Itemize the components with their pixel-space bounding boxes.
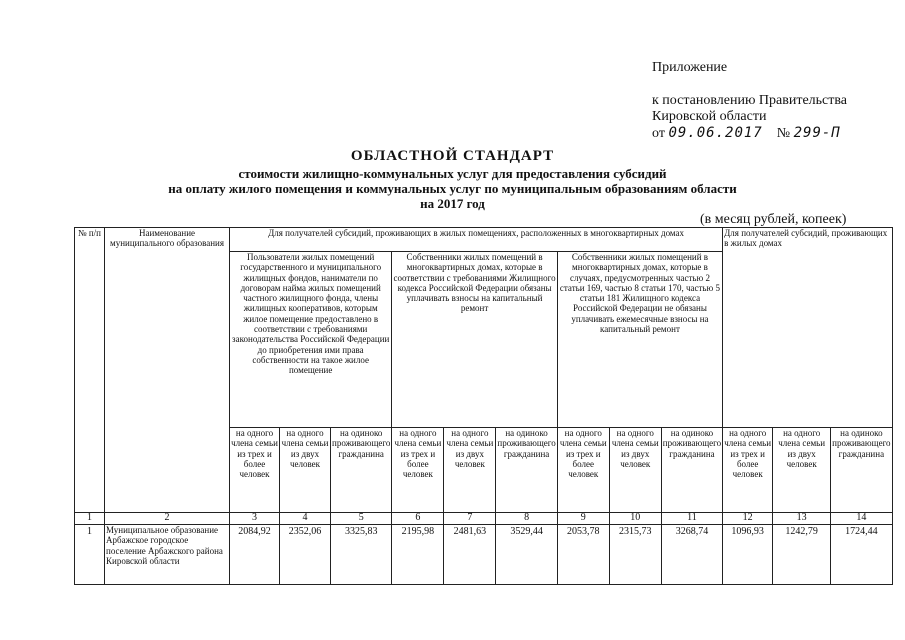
resolution-line-2: Кировской области — [652, 109, 767, 124]
header-group-tenants: Пользователи жилых помещений государственного и муниципального жилищных фондов, наниматели по договорам найма жилых помещений частного жилищного фонда, члены жилищных кооперативов, которым жилое помещение предоставлено в соответствии с требованиями законодательства Российской Федерации до приобретения ими права собственности на такое жилое помещение — [230, 252, 392, 428]
value-cell: 1724,44 — [831, 525, 892, 585]
column-number: 2 — [105, 513, 230, 525]
document-title: ОБЛАСТНОЙ СТАНДАРТ — [350, 148, 555, 164]
resolution-date: 09.06.2017 — [668, 125, 763, 141]
value-cell: 3529,44 — [496, 525, 557, 585]
column-number: 8 — [496, 513, 557, 525]
units-note: (в месяц рублей, копеек) — [700, 212, 847, 227]
subheader-family-2: на одного члена семьи из двух человек — [773, 428, 831, 513]
value-cell: 2352,06 — [280, 525, 331, 585]
column-number: 6 — [392, 513, 444, 525]
column-number: 5 — [331, 513, 392, 525]
subheader-family-3plus: на одного члена семьи из трех и более человек — [557, 428, 609, 513]
header-house-recipients: Для получателей субсидий, проживающих в жилых домах — [723, 228, 892, 428]
standard-table — [74, 227, 893, 585]
resolution-number: 299-П — [793, 125, 841, 141]
header-number: № п/п — [75, 228, 105, 513]
column-number: 1 — [75, 513, 105, 525]
resolution-line-1: к постановлению Правительства — [652, 93, 848, 108]
subheader-single: на одиноко проживающего гражданина — [496, 428, 557, 513]
header-municipality: Наименование муниципального образования — [105, 228, 230, 513]
date-prefix: от — [652, 126, 665, 141]
value-cell: 3325,83 — [331, 525, 392, 585]
header-apartment-recipients: Для получателей субсидий, проживающих в жилых помещениях, расположенных в многоквартирных домах — [230, 228, 723, 252]
resolution-date-line — [652, 125, 847, 142]
value-cell: 2053,78 — [557, 525, 609, 585]
column-number: 9 — [557, 513, 609, 525]
number-prefix: № — [776, 126, 791, 141]
subheader-family-3plus: на одного члена семьи из трех и более человек — [230, 428, 280, 513]
subheader-family-3plus: на одного члена семьи из трех и более человек — [392, 428, 444, 513]
subheader-family-2: на одного члена семьи из двух человек — [609, 428, 661, 513]
column-number: 12 — [723, 513, 773, 525]
value-cell: 1096,93 — [723, 525, 773, 585]
column-number: 3 — [230, 513, 280, 525]
subtitle-line-3: на 2017 год — [420, 196, 485, 211]
subtitle-line-2: на оплату жилого помещения и коммунальных услуг по муниципальным образованиям области — [168, 181, 737, 196]
subheader-single: на одиноко проживающего гражданина — [661, 428, 722, 513]
column-number-row — [75, 513, 893, 525]
column-number: 13 — [773, 513, 831, 525]
row-number: 1 — [75, 525, 105, 585]
value-cell: 3268,74 — [661, 525, 722, 585]
value-cell: 1242,79 — [773, 525, 831, 585]
column-number: 4 — [280, 513, 331, 525]
subheader-single: на одиноко проживающего гражданина — [331, 428, 392, 513]
column-number: 11 — [661, 513, 722, 525]
value-cell: 2481,63 — [444, 525, 496, 585]
column-number: 14 — [831, 513, 892, 525]
resolution-reference — [652, 93, 847, 142]
subheader-family-2: на одного члена семьи из двух человек — [280, 428, 331, 513]
value-cell: 2315,73 — [609, 525, 661, 585]
header-group-owners-exempt: Собственники жилых помещений в многоквартирных домах, которые в случаях, предусмотренных частью 2 статьи 169, частью 8 статьи 170, частью 5 статьи 181 Жилищного кодекса Российской Федерации не обязаны уплачивать ежемесячные взносы на капитальный ремонт — [557, 252, 722, 428]
subheader-family-2: на одного члена семьи из двух человек — [444, 428, 496, 513]
municipality-name: Муниципальное образование Арбажское городское поселение Арбажского района Кировской области — [105, 525, 230, 585]
subheader-single: на одиноко проживающего гражданина — [831, 428, 892, 513]
document-subtitle — [0, 166, 905, 211]
column-number: 10 — [609, 513, 661, 525]
subheader-family-3plus: на одного члена семьи из трех и более человек — [723, 428, 773, 513]
column-number: 7 — [444, 513, 496, 525]
value-cell: 2195,98 — [392, 525, 444, 585]
value-cell: 2084,92 — [230, 525, 280, 585]
table-row — [75, 525, 893, 585]
appendix-label: Приложение — [652, 60, 728, 75]
header-group-owners: Собственники жилых помещений в многоквартирных домах, которые в соответствии с требованиями Жилищного кодекса Российской Федерации обязаны уплачивать взносы на капитальный ремонт — [392, 252, 557, 428]
subtitle-line-1: стоимости жилищно-коммунальных услуг для предоставления субсидий — [238, 166, 667, 181]
